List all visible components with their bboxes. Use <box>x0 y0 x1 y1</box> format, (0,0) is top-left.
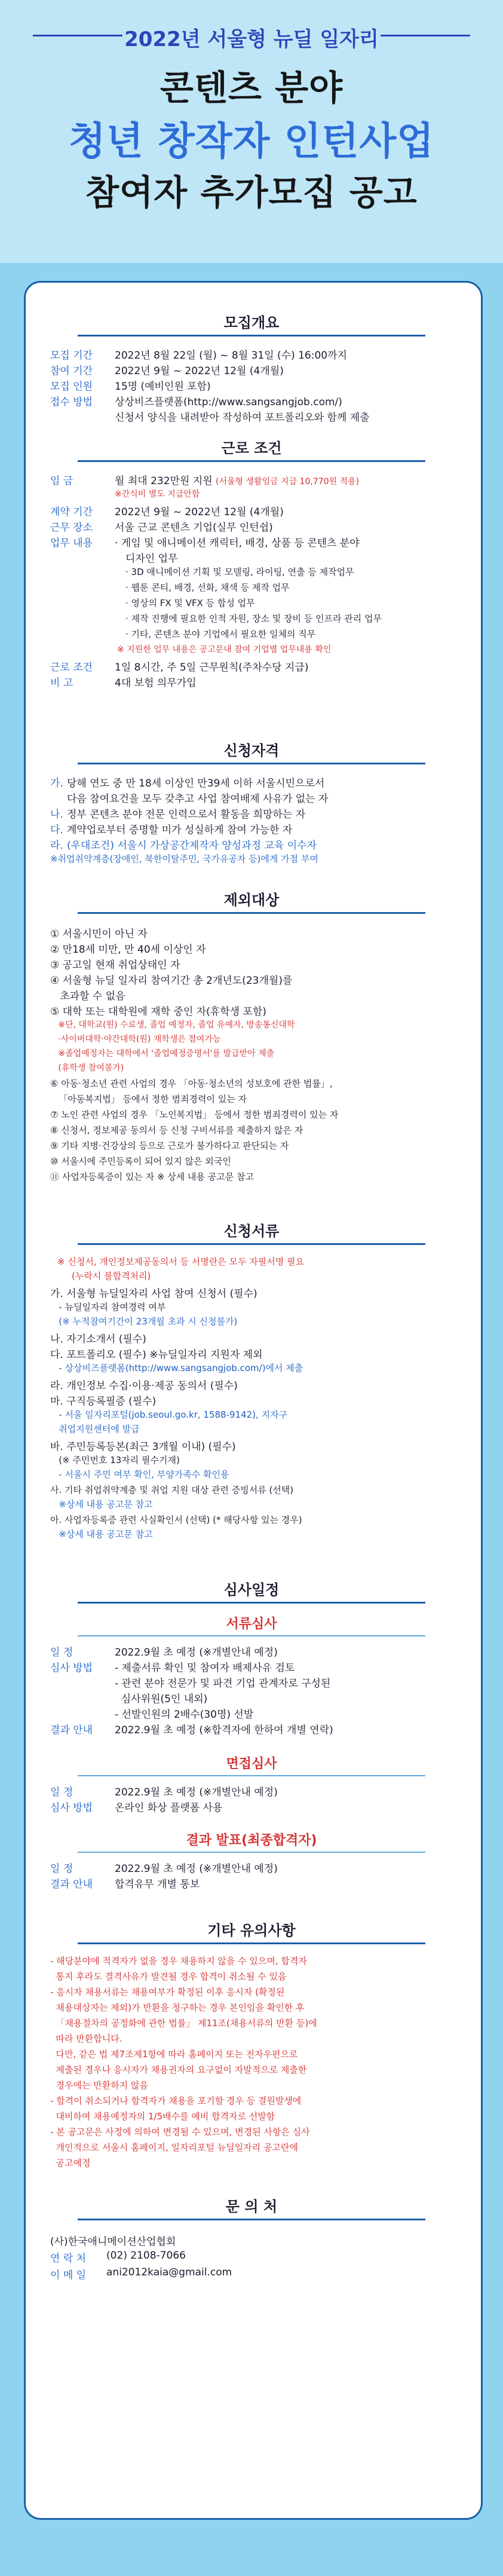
notes-line-1: - 해당분야에 적격자가 없을 경우 채용하지 않을 수 있으며, 합격자 <box>50 1956 307 1966</box>
exclusion-title: 제외대상 <box>223 892 280 908</box>
qual-text-1: 당해 연도 중 만 18세 이상인 만39세 이하 서울시민으로서 <box>67 778 325 790</box>
schedule-title: 심사일정 <box>223 1581 280 1598</box>
qual-text-5: (우대조건) 서울시 가상공간제작자 양성과정 교육 이수자 <box>67 840 317 852</box>
overview-label-3: 모집 인원 <box>50 381 93 393</box>
notes-line-9: 경우에는 반환하지 않음 <box>50 2080 148 2091</box>
exclusion-item-6: ⑤ 대학 또는 대학원에 재학 중인 자(휴학생 포함) <box>50 1006 266 1018</box>
result-label-1: 일 정 <box>50 1863 73 1875</box>
doc-review-value-2: - 제출서류 확인 및 참여자 배제사유 검토 <box>115 1662 295 1674</box>
insurance-label: 비 고 <box>50 677 73 689</box>
documents-item-16: 아. 사업자등록증 관련 사실확인서 (선택) (* 해당사항 있는 경우) <box>50 1515 302 1525</box>
overview-value-2: 2022년 9월 ~ 2022년 12월 (4개월) <box>115 365 284 377</box>
doc-review-value-3: - 관련 분야 전문가 및 파견 기업 관계자로 구성된 <box>115 1678 331 1690</box>
contact-title: 문 의 처 <box>225 2198 278 2215</box>
contact-phone-value[interactable]: (02) 2108-7066 <box>106 2250 186 2262</box>
qual-marker-1: 가. <box>50 778 63 790</box>
documents-item-7: 라. 개인정보 수집·이용·제공 동의서 (필수) <box>50 1380 238 1392</box>
doc-review-label-1: 일 정 <box>50 1647 73 1659</box>
notes-rule <box>78 1942 425 1944</box>
wage-note2: ※간식비 별도 지급안함 <box>115 489 200 499</box>
overview-rule <box>78 335 425 336</box>
interview-label-1: 일 정 <box>50 1786 73 1798</box>
overview-value-1: 2022년 8월 22일 (월) ~ 8월 31일 (수) 16:00까지 <box>115 350 347 362</box>
exclusion-rule <box>78 912 425 914</box>
contact-email-value[interactable]: ani2012kaia@gmail.com <box>106 2266 232 2278</box>
duty-line-3: · 3D 애니메이션 기획 및 모델링, 라이팅, 연출 등 제작업무 <box>125 567 354 577</box>
place-value: 서울 근교 콘텐츠 기업(실무 인턴쉽) <box>115 522 273 534</box>
notes-line-10: - 합격이 취소되거나 합격자가 채용을 포기할 경우 등 결원발생에 <box>50 2095 302 2106</box>
qual-text-2: 다음 참여요건을 모두 갖추고 사업 참여배제 사유가 없는 자 <box>67 793 329 805</box>
documents-item-10: 취업지원센터에 발급 <box>50 1424 140 1434</box>
overview-value-3: 15명 (예비인원 포함) <box>115 381 211 393</box>
documents-item-1: 가. 서울형 뉴딜일자리 사업 참여 신청서 (필수) <box>50 1288 257 1300</box>
hours-label: 근로 조건 <box>50 662 93 674</box>
duty-line-5: · 영상의 FX 및 VFX 등 합성 업무 <box>125 598 255 608</box>
insurance-value: 4대 보험 의무가입 <box>115 677 197 689</box>
exclusion-item-13: ⑦ 노인 관련 사업의 경우 「노인복지법」 등에서 정한 범죄경력이 있는 자 <box>50 1109 339 1120</box>
exclusion-item-15: ⑨ 기타 지병·건강상의 등으로 근로가 불가하다고 판단되는 자 <box>50 1140 289 1151</box>
contact-org: (사)한국애니메이션산업협회 <box>50 2236 176 2248</box>
overview-label-2: 참여 기간 <box>50 365 93 377</box>
exclusion-item-1: ① 서울시민이 아닌 자 <box>50 928 148 940</box>
documents-note-1: ※ 신청서, 개인정보제공동의서 등 서명란은 모두 자필서명 필요 <box>57 1256 304 1267</box>
documents-item-11: 바. 주민등록등본(최근 3개월 이내) (필수) <box>50 1441 236 1453</box>
result-value-2: 합격유무 개별 통보 <box>115 1879 200 1890</box>
doc-review-value-6: 2022.9월 초 예정 (※합격자에 한하여 개별 연락) <box>115 1724 333 1736</box>
documents-item-8: 마. 구직등록필증 (필수) <box>50 1396 157 1408</box>
exclusion-item-14: ⑧ 신청서, 정보제공 동의서 등 신청 구비서류를 제출하지 않은 자 <box>50 1125 303 1136</box>
wage-value: 월 최대 232만원 지원 <box>115 475 213 487</box>
header-title-line2: 청년 창작자 인턴사업 <box>69 120 434 164</box>
header-title-line1: 콘텐츠 분야 <box>160 68 343 108</box>
duty-label: 업무 내용 <box>50 537 93 549</box>
documents-note-2: (누락시 불합격처리) <box>72 1271 151 1281</box>
exclusion-item-5: 초과할 수 없음 <box>50 990 125 1002</box>
documents-item-14: 사. 기타 취업취약계층 및 취업 지원 대상 관련 증빙서류 (선택) <box>50 1485 294 1495</box>
contact-rule <box>78 2219 425 2220</box>
notes-line-11: 대비하여 채용예정자의 1/5배수를 예비 합격자로 선발함 <box>50 2111 275 2122</box>
documents-item-15: ※상세 내용 공고문 참고 <box>50 1499 153 1510</box>
exclusion-item-9: ※졸업예정자는 대학에서 '졸업예정증명서'를 발급받아 제출 <box>50 1049 275 1058</box>
contact-email-label: 이 메 일 <box>50 2269 87 2281</box>
exclusion-item-7: ※단, 대학교(원) 수료생, 졸업 예정자, 졸업 유예자, 방송통신대학 <box>50 1020 295 1030</box>
notes-line-6: 따라 반환합니다. <box>50 2033 122 2044</box>
exclusion-item-8: ·사이버대학·야간대학(원) 재학생은 참여가능 <box>50 1035 221 1044</box>
wage-label: 임 금 <box>50 475 73 487</box>
notes-line-4: 채용대상자는 제외)가 반환을 청구하는 경우 본인임을 확인한 후 <box>50 2002 305 2013</box>
doc-review-value-4: 심사위원(5인 내외) <box>115 1693 208 1705</box>
exclusion-item-4: ④ 서울형 뉴딜 일자리 참여기간 총 2개년도(23개월)를 <box>50 975 293 987</box>
notes-line-13: 개인적으로 서울시 홈페이지, 일자리포털 뉴딜일자리 공고란에 <box>50 2142 298 2153</box>
exclusion-item-10: (휴학생 참여불가) <box>50 1063 124 1073</box>
doc-review-label-2: 심사 방법 <box>50 1662 93 1674</box>
exclusion-item-11: ⑥ 아동·청소년 관련 사업의 경우 「아동·청소년의 성보호에 관한 법률」, <box>50 1078 333 1089</box>
documents-rule <box>78 1243 425 1245</box>
overview-value-4[interactable]: 상상비즈플랫폼(http://www.sangsangjob.com/) <box>115 396 342 408</box>
doc-review-title: 서류심사 <box>226 1617 277 1632</box>
interview-value-1: 2022.9월 초 예정 (※개별안내 예정) <box>115 1786 278 1798</box>
interview-rule <box>78 1775 425 1776</box>
documents-title: 신청서류 <box>223 1223 280 1240</box>
overview-value-5: 신청서 양식을 내려받아 작성하여 포트폴리오와 함께 제출 <box>115 412 370 424</box>
notes-line-2: 통지 후라도 결격사유가 발견될 경우 합격이 취소될 수 있음 <box>50 1971 287 1982</box>
doc-review-value-1: 2022.9월 초 예정 (※개별안내 예정) <box>115 1647 278 1659</box>
qualification-rule <box>78 763 425 764</box>
period-label: 계약 기간 <box>50 506 93 518</box>
duty-line-7: · 기타, 콘텐츠 분야 기업에서 필요한 일체의 직무 <box>125 629 316 640</box>
interview-value-2: 온라인 화상 플랫폼 사용 <box>115 1802 223 1814</box>
exclusion-item-2: ② 만18세 미만, 만 40세 이상인 자 <box>50 944 206 956</box>
notes-line-12: - 본 공고문은 사정에 의하여 변경될 수 있으며, 변경된 사항은 심사 <box>50 2127 310 2137</box>
duty-line-6: · 제작 진행에 필요한 인적 자원, 장소 및 장비 등 인프라 관리 업무 <box>125 613 382 624</box>
duty-note: ※ 지원한 업무 내용은 공고문내 참여 기업별 업무내용 확인 <box>117 645 332 654</box>
notes-line-14: 공고예정 <box>50 2158 91 2168</box>
interview-title: 면접심사 <box>226 1757 277 1772</box>
notes-line-7: 다만, 같은 법 제7조제1항에 따라 홈페이지 또는 전자우편으로 <box>50 2049 298 2060</box>
overview-label-4: 접수 방법 <box>50 396 93 408</box>
exclusion-item-17: ⑪ 사업자등록증이 있는 자 ※ 상세 내용 공고문 참고 <box>50 1171 254 1182</box>
doc-review-rule <box>78 1635 425 1636</box>
documents-item-9: - 서울 일자리포털(job.seoul.go.kr, 1588-9142), 지자구 <box>50 1409 288 1420</box>
qual-marker-5: 라. <box>50 840 63 852</box>
duty-line-1: · 게임 및 애니메이션 캐릭터, 배경, 상품 등 콘텐츠 분야 <box>115 537 360 549</box>
duty-line-4: · 웹툰 콘티, 배경, 선화, 채색 등 제작 업무 <box>125 582 290 593</box>
header-banner <box>0 0 503 263</box>
documents-item-13: - 서울시 주민 여부 확인, 부양가족수 확인용 <box>50 1469 229 1480</box>
doc-review-value-5: - 선발인원의 2배수(30명) 선발 <box>115 1709 254 1721</box>
conditions-rule <box>78 460 425 462</box>
result-value-1: 2022.9월 초 예정 (※개별안내 예정) <box>115 1863 278 1875</box>
documents-item-3: (※ 누적참여기간이 23개월 초과 시 신청불가) <box>50 1316 238 1327</box>
exclusion-item-12: 「아동복지법」 등에서 정한 범죄경력이 있는 자 <box>50 1094 247 1105</box>
documents-item-5: 다. 포트폴리오 (필수) ※뉴딜일자리 지원자 제외 <box>50 1349 263 1361</box>
schedule-rule <box>78 1602 425 1604</box>
notes-line-3: - 응시자 채용서류는 채용여부가 확정된 이후 응시자 (확정된 <box>50 1987 285 1997</box>
header-subtitle: 2022년 서울형 뉴딜 일자리 <box>124 27 379 51</box>
overview-title: 모집개요 <box>223 314 280 331</box>
result-label-2: 결과 안내 <box>50 1879 93 1890</box>
header-title-line3: 참여자 추가모집 공고 <box>85 172 418 213</box>
wage-note: (서울형 생활임금 지급 10,770원 적용) <box>216 477 360 487</box>
qual-marker-4: 다. <box>50 824 63 836</box>
notes-title: 기타 유의사항 <box>207 1922 296 1939</box>
notes-line-8: 제출된 경우나 응시자가 채용권자의 요구없이 자발적으로 제출한 <box>50 2064 307 2075</box>
documents-item-4: 나. 자기소개서 (필수) <box>50 1333 146 1345</box>
documents-item-2: - 뉴딜일자리 참여경력 여부 <box>50 1302 166 1313</box>
qualification-title: 신청자격 <box>223 742 280 759</box>
exclusion-item-16: ⑩ 서울시에 주민등록이 되어 있지 않은 외국인 <box>50 1156 231 1167</box>
period-value: 2022년 9월 ~ 2022년 12월 (4개월) <box>115 506 284 518</box>
result-title: 결과 발표(최종합격자) <box>186 1833 317 1848</box>
qual-text-3: 정부 콘텐츠 분야 전문 인력으로서 활동을 희망하는 자 <box>67 809 306 821</box>
documents-item-6[interactable]: - 상상비즈플랫폼(http://www.sangsangjob.com/)에서 제출 <box>50 1363 303 1373</box>
result-rule <box>78 1852 425 1853</box>
documents-item-12: (※ 주민번호 13자리 필수기재) <box>50 1455 180 1466</box>
duty-line-2: 디자인 업무 <box>125 553 178 565</box>
exclusion-item-3: ③ 공고일 현재 취업상태인 자 <box>50 959 180 971</box>
contact-phone-label: 연 락 처 <box>50 2253 87 2265</box>
place-label: 근무 장소 <box>50 522 93 534</box>
overview-label-1: 모집 기간 <box>50 350 93 362</box>
documents-item-17: ※상세 내용 공고문 참고 <box>50 1529 153 1540</box>
conditions-title: 근로 조건 <box>221 440 282 457</box>
doc-review-label-6: 결과 안내 <box>50 1724 93 1736</box>
qual-text-6: ※취업취약계층(장애인, 북한이탈주민, 국가유공자 등)에게 가점 부여 <box>50 853 318 864</box>
qual-marker-3: 나. <box>50 809 63 821</box>
hours-value: 1일 8시간, 주 5일 근무원칙(주차수당 지급) <box>115 662 309 674</box>
qual-text-4: 계약업로부터 증명할 미가 성실하게 참여 가능한 자 <box>67 824 293 836</box>
notes-line-5: 「채용절차의 공정화에 관한 법률」 제11조(채용서류의 반환 등)에 <box>50 2018 317 2029</box>
interview-label-2: 심사 방법 <box>50 1802 93 1814</box>
